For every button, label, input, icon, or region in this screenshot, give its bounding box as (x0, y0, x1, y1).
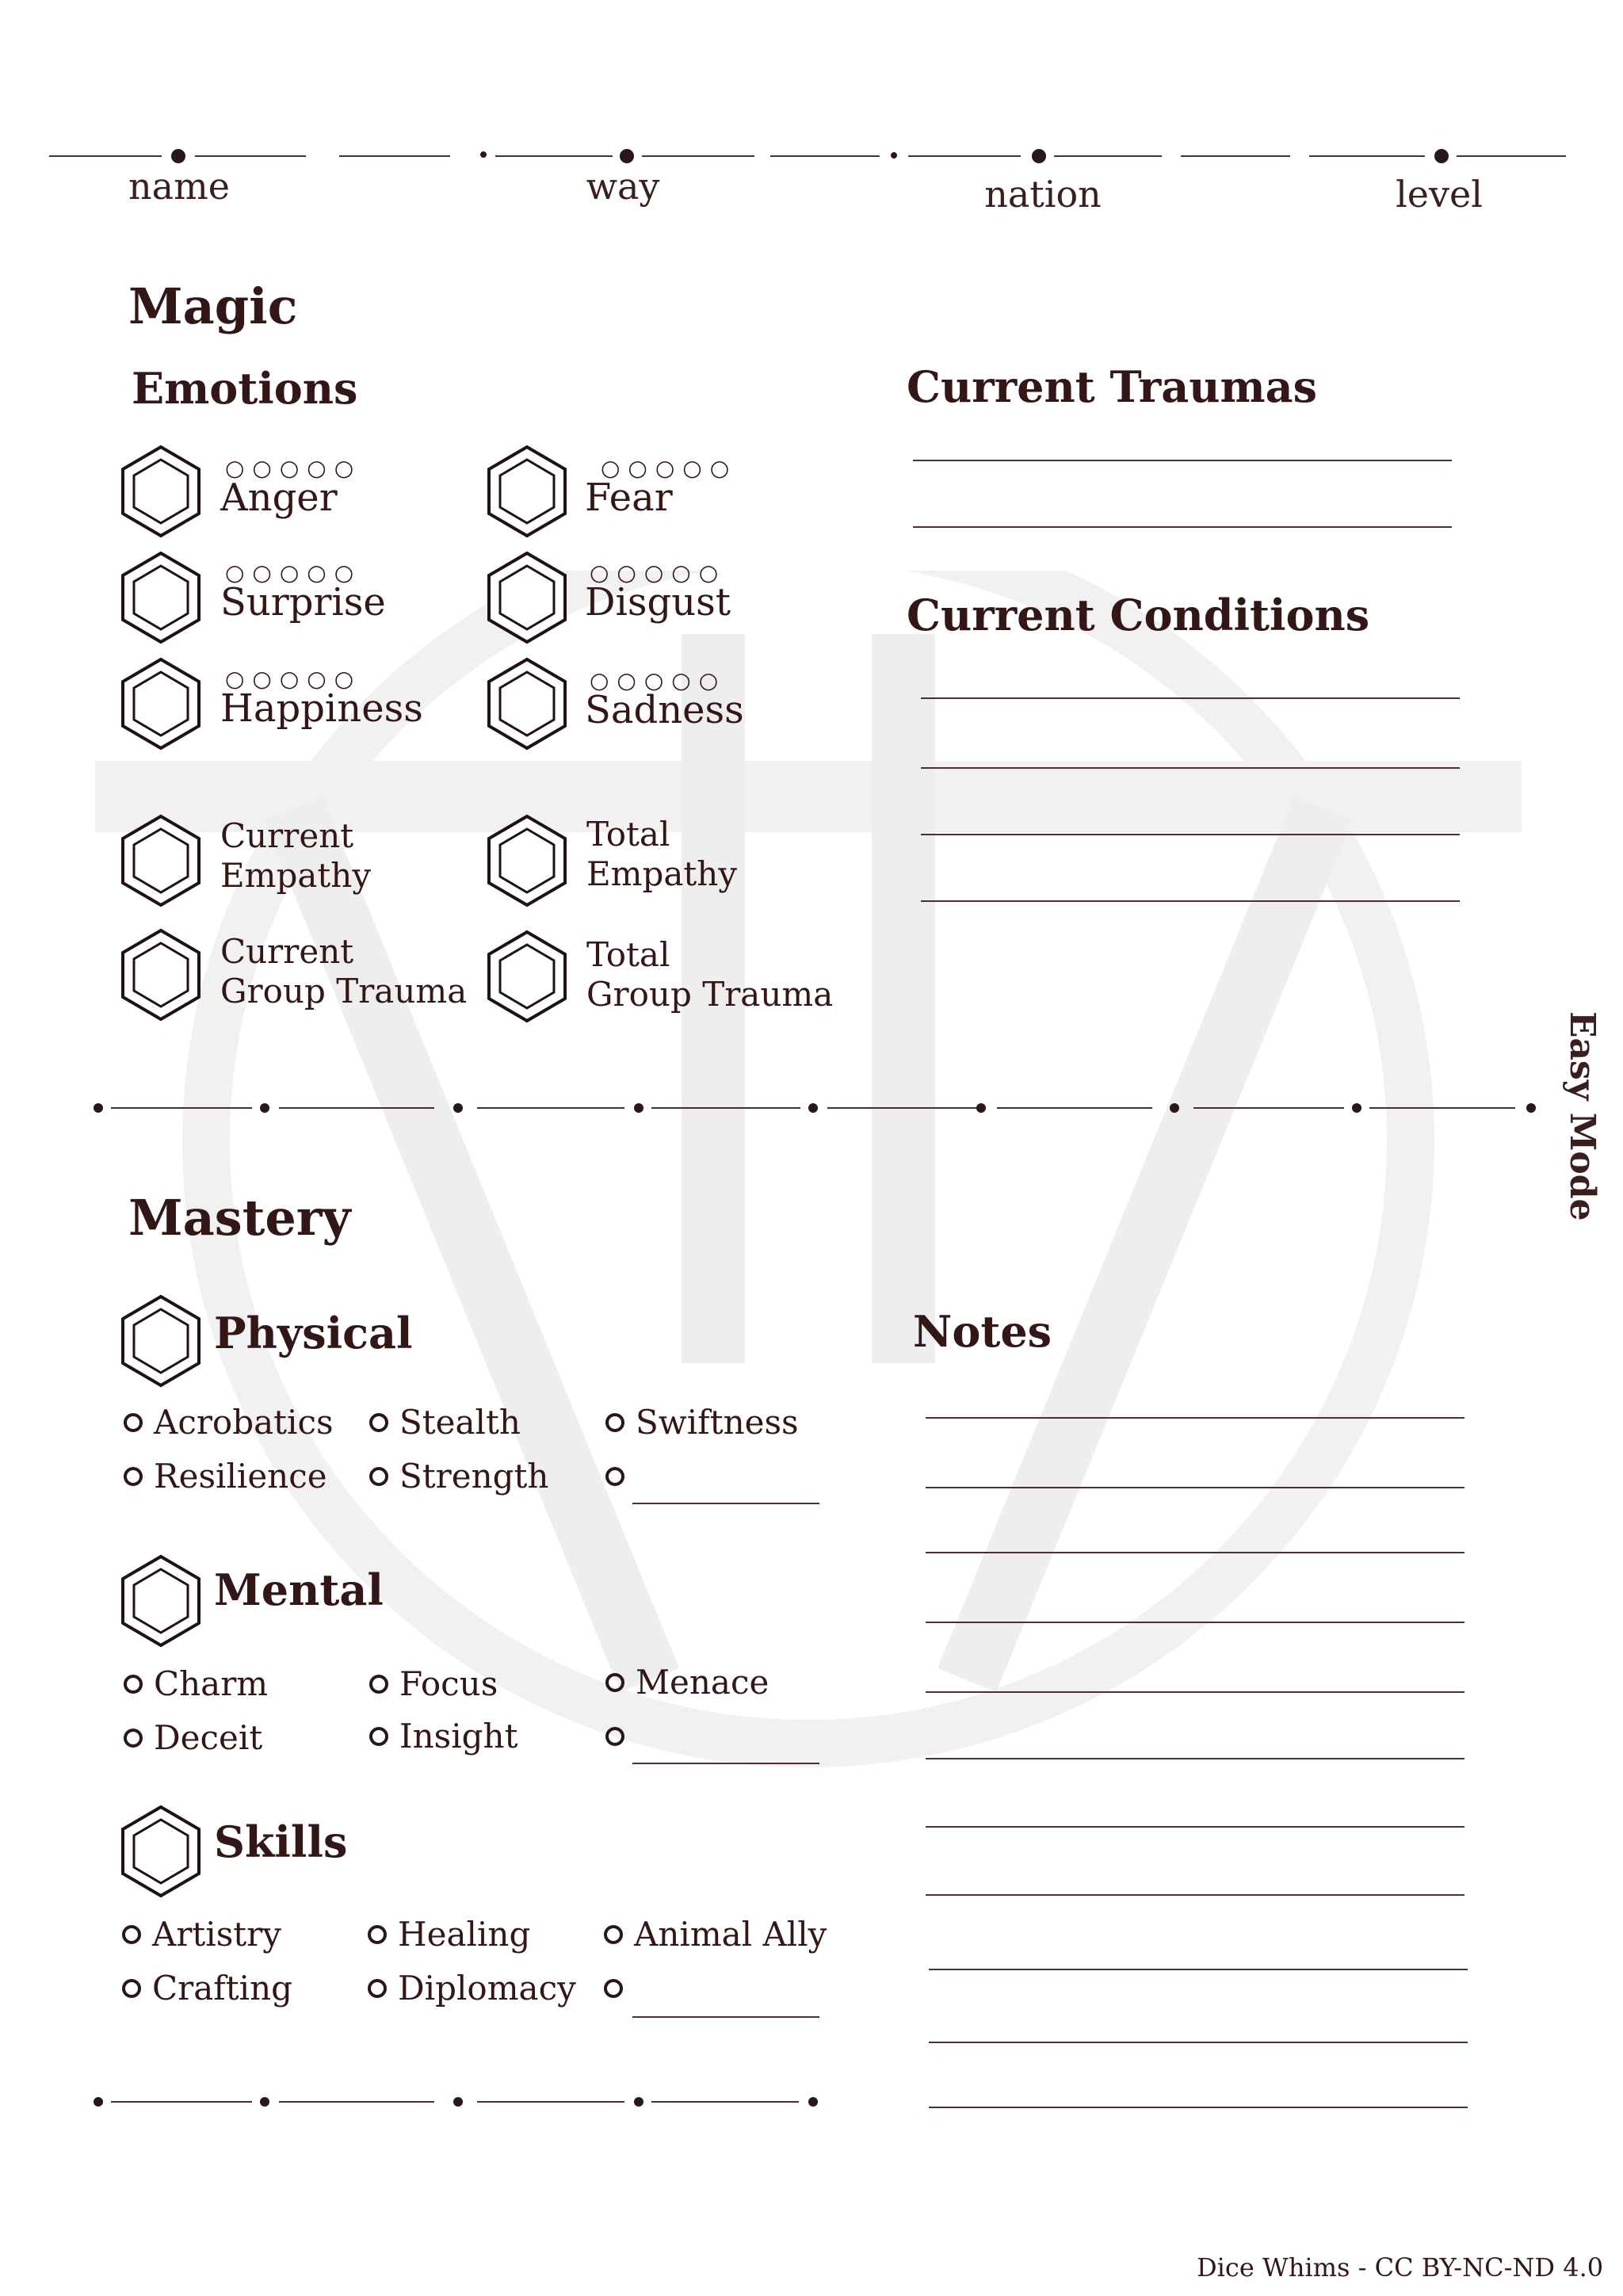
happiness-pips[interactable]: ○○○○○ (225, 666, 362, 692)
surprise-label: Surprise (220, 580, 386, 625)
skill-artistry[interactable]: Artistry (122, 1915, 281, 1954)
current-traumas-title: Current Traumas (907, 361, 1317, 412)
checkbox-circle-icon[interactable] (368, 1979, 387, 1998)
checkbox-circle-icon[interactable] (369, 1413, 388, 1432)
hexagon-icon[interactable] (119, 444, 203, 539)
checkbox-circle-icon[interactable] (605, 1727, 624, 1746)
tracker-label: Current Empathy (220, 816, 372, 895)
skill-crafting[interactable]: Crafting (122, 1969, 292, 2008)
custom-skill-line[interactable] (632, 1763, 819, 1764)
trauma-line[interactable] (913, 460, 1452, 461)
skill-focus[interactable]: Focus (369, 1664, 498, 1703)
checkbox-circle-icon[interactable] (605, 1467, 624, 1486)
footer-credit: Dice Whims - CC BY-NC-ND 4.0 (1197, 2252, 1604, 2283)
current-conditions-title: Current Conditions (907, 590, 1370, 640)
skill-animal-ally[interactable]: Animal Ally (604, 1915, 827, 1954)
hexagon-icon[interactable] (485, 929, 569, 1024)
happiness-label: Happiness (220, 686, 423, 731)
skill-custom-physical[interactable] (605, 1457, 636, 1496)
skills-title: Skills (214, 1817, 348, 1867)
skill-charm[interactable]: Charm (124, 1664, 268, 1703)
way-label: way (586, 165, 660, 208)
condition-line[interactable] (921, 834, 1460, 835)
hexagon-icon[interactable] (119, 813, 203, 908)
hexagon-icon[interactable] (119, 927, 203, 1022)
hexagon-icon[interactable] (485, 550, 569, 645)
hexagon-icon[interactable] (485, 656, 569, 751)
sadness-label: Sadness (585, 688, 744, 732)
physical-title: Physical (214, 1308, 413, 1358)
checkbox-circle-icon[interactable] (369, 1675, 388, 1694)
skill-swiftness[interactable]: Swiftness (605, 1403, 799, 1442)
checkbox-circle-icon[interactable] (604, 1979, 623, 1998)
mental-title: Mental (214, 1564, 384, 1615)
trauma-line[interactable] (913, 526, 1452, 528)
checkbox-circle-icon[interactable] (122, 1979, 141, 1998)
checkbox-circle-icon[interactable] (368, 1925, 387, 1944)
sadness-pips[interactable]: ○○○○○ (590, 667, 727, 693)
skill-healing[interactable]: Healing (368, 1915, 530, 1954)
hexagon-icon[interactable] (485, 444, 569, 539)
surprise-pips[interactable]: ○○○○○ (225, 560, 362, 586)
checkbox-circle-icon[interactable] (605, 1673, 624, 1692)
checkbox-circle-icon[interactable] (605, 1413, 624, 1432)
condition-line[interactable] (921, 767, 1460, 769)
level-label: level (1396, 173, 1483, 216)
notes-title: Notes (913, 1306, 1052, 1357)
skill-diplomacy[interactable]: Diplomacy (368, 1969, 576, 2008)
fear-label: Fear (585, 476, 673, 520)
hexagon-icon[interactable] (485, 813, 569, 908)
checkbox-circle-icon[interactable] (604, 1925, 623, 1944)
skill-acrobatics[interactable]: Acrobatics (124, 1403, 334, 1442)
nation-label: nation (984, 173, 1102, 216)
condition-line[interactable] (921, 697, 1460, 699)
skill-menace[interactable]: Menace (605, 1663, 769, 1702)
checkbox-circle-icon[interactable] (124, 1467, 143, 1486)
skills-hexagon-icon[interactable] (119, 1804, 203, 1899)
hexagon-icon[interactable] (119, 550, 203, 645)
magic-title: Magic (128, 277, 298, 335)
mastery-title: Mastery (128, 1189, 351, 1247)
easy-mode-label: Easy Mode (1562, 1011, 1602, 1221)
tracker-label: Current Group Trauma (220, 932, 468, 1010)
custom-skill-line[interactable] (632, 2016, 819, 2018)
physical-hexagon-icon[interactable] (119, 1293, 203, 1389)
skill-stealth[interactable]: Stealth (369, 1403, 521, 1442)
condition-line[interactable] (921, 900, 1460, 902)
hexagon-icon[interactable] (119, 656, 203, 751)
mental-hexagon-icon[interactable] (119, 1553, 203, 1648)
name-label: name (128, 165, 230, 208)
custom-skill-line[interactable] (632, 1503, 819, 1504)
checkbox-circle-icon[interactable] (124, 1729, 143, 1748)
anger-label: Anger (220, 476, 338, 520)
skill-insight[interactable]: Insight (369, 1717, 517, 1755)
skill-deceit[interactable]: Deceit (124, 1718, 262, 1757)
checkbox-circle-icon[interactable] (124, 1675, 143, 1694)
emotions-title: Emotions (132, 363, 358, 414)
fear-pips[interactable]: ○○○○○ (601, 455, 738, 481)
skill-strength[interactable]: Strength (369, 1457, 548, 1496)
tracker-label: Total Empathy (586, 815, 738, 893)
anger-pips[interactable]: ○○○○○ (225, 455, 362, 481)
skill-custom-skills[interactable] (604, 1969, 634, 2008)
checkbox-circle-icon[interactable] (122, 1925, 141, 1944)
checkbox-circle-icon[interactable] (369, 1467, 388, 1486)
checkbox-circle-icon[interactable] (369, 1727, 388, 1746)
skill-custom-mental[interactable] (605, 1717, 636, 1755)
disgust-label: Disgust (585, 580, 731, 625)
checkbox-circle-icon[interactable] (124, 1413, 143, 1432)
disgust-pips[interactable]: ○○○○○ (590, 560, 727, 586)
skill-resilience[interactable]: Resilience (124, 1457, 327, 1496)
tracker-label: Total Group Trauma (586, 935, 834, 1014)
